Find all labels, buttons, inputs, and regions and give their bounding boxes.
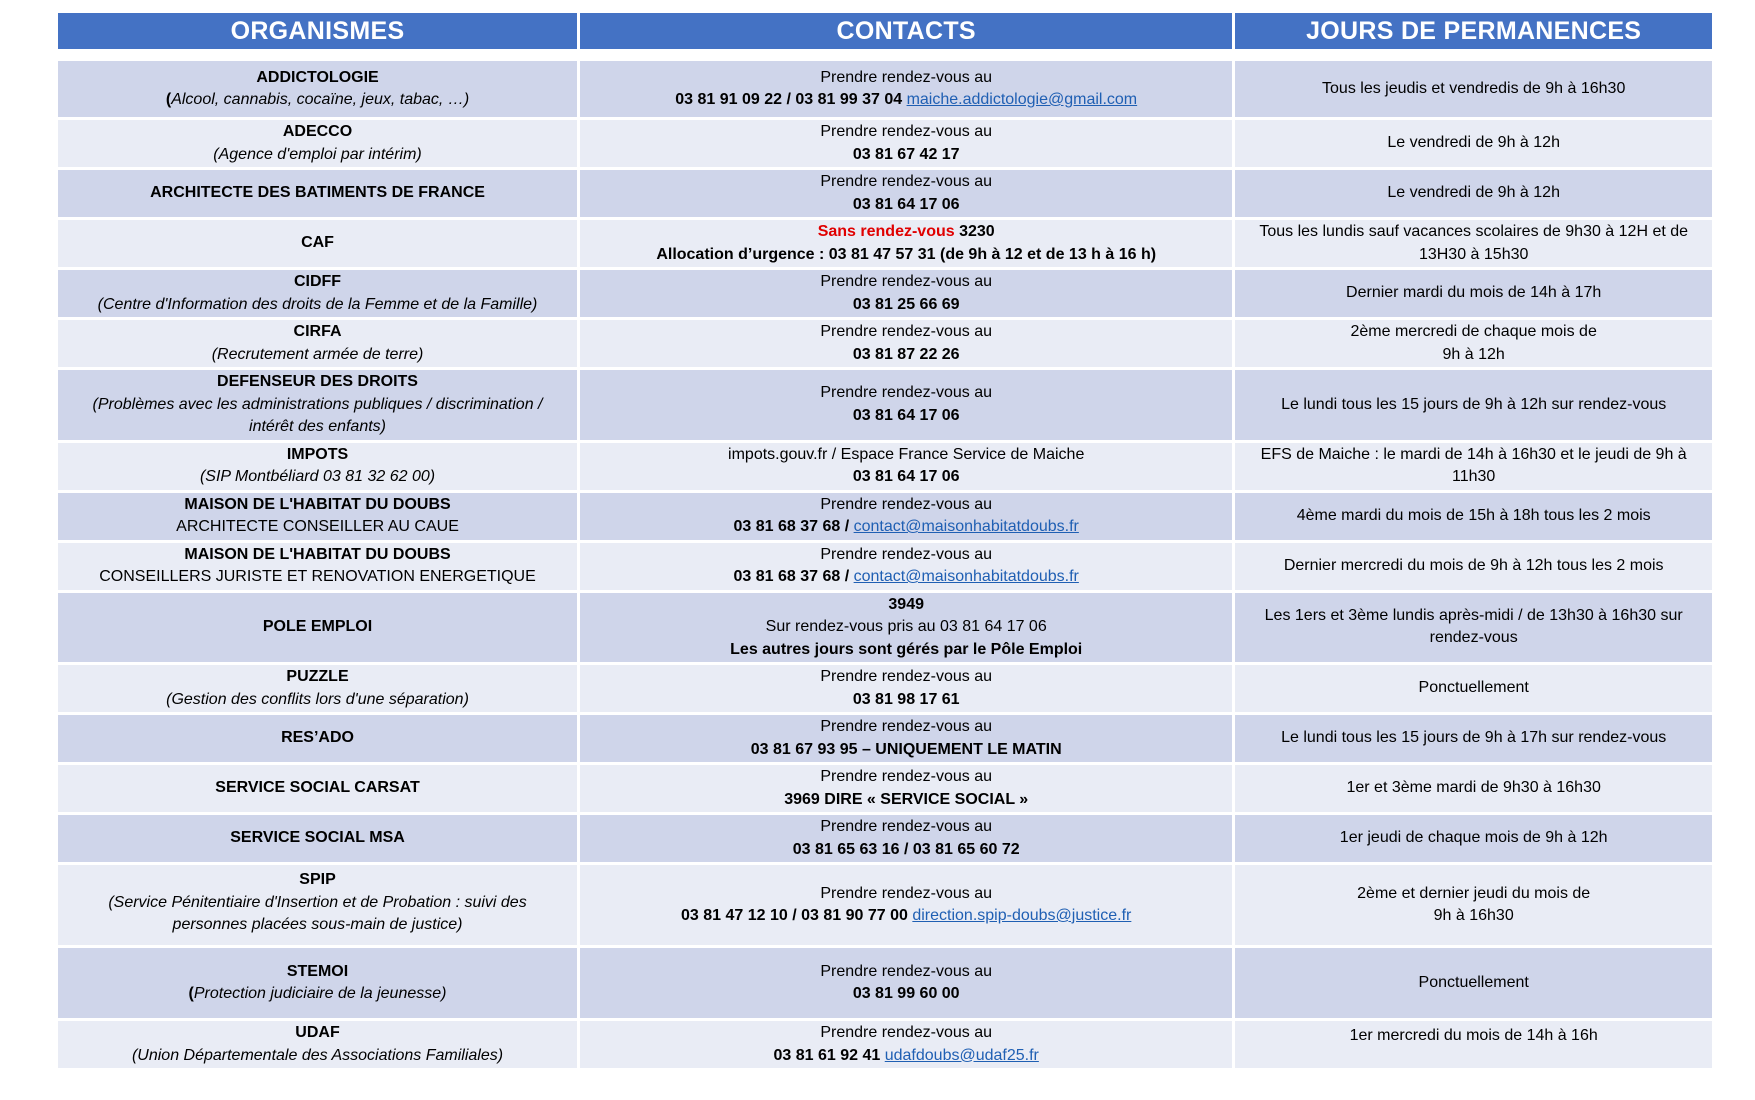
jours-cell: Tous les jeudis et vendredis de 9h à 16h30: [1235, 61, 1712, 117]
table-row: [58, 320, 1712, 367]
contact-instruction: Sans rendez-vous 3230: [817, 223, 995, 240]
jours-cell: Le lundi tous les 15 jours de 9h à 17h sur rendez-vous: [1235, 715, 1712, 762]
organisme-name: CIRFA: [293, 323, 342, 340]
table-row: [58, 948, 1712, 1018]
contact-instruction: Prendre rendez-vous au: [820, 818, 993, 835]
organisme-name: MAISON DE L'HABITAT DU DOUBS: [184, 545, 451, 563]
contact-instruction: Prendre rendez-vous au: [820, 718, 993, 735]
contact-phone: 03 81 98 17 61: [852, 690, 960, 708]
organisme-name: RES’ADO: [281, 729, 354, 747]
organisme-name: ADDICTOLOGIE: [256, 68, 379, 86]
header-organismes: ORGANISMES: [58, 13, 577, 49]
permanences-table: [55, 10, 1715, 1071]
organisme-cell: DEFENSEUR DES DROITS (Problèmes avec les administrations publiques / discrimination / intérêt des enfants): [58, 370, 577, 440]
table-row: [58, 220, 1712, 267]
contact-phone: 03 81 47 12 10 / 03 81 90 77 00: [681, 907, 913, 924]
organisme-name: PUZZLE: [286, 668, 349, 685]
contact-instruction: Prendre rendez-vous au: [820, 495, 993, 513]
organisme-cell: [58, 765, 577, 812]
organisme-name: ADECCO: [282, 123, 353, 140]
jours-cell: 4ème mardi du mois de 15h à 18h tous les 2 mois: [1235, 493, 1712, 540]
jours-cell: Tous les lundis sauf vacances scolaires de 9h30 à 12H et de 13H30 à 15h30: [1235, 220, 1712, 267]
contact-email-link[interactable]: contact@maisonhabitatdoubs.fr: [853, 568, 1079, 585]
contact-cell: [580, 948, 1232, 1018]
organisme-name: MAISON DE L'HABITAT DU DOUBS: [184, 495, 451, 513]
contact-instruction: Prendre rendez-vous au: [820, 884, 993, 902]
organisme-description: (Alcool, cannabis, cocaïne, jeux, tabac, …): [165, 91, 470, 108]
contact-cell: [580, 320, 1232, 367]
organisme-name: ARCHITECTE DES BATIMENTS DE FRANCE: [150, 184, 485, 202]
contact-email-link[interactable]: direction.spip-doubs@justice.fr: [912, 907, 1132, 924]
organisme-description: (Gestion des conflits lors d'une séparation): [166, 690, 469, 708]
organisme-cell: [58, 320, 577, 367]
contact-instruction: Prendre rendez-vous au: [820, 384, 993, 402]
table-row: [58, 493, 1712, 540]
table-row: [58, 865, 1712, 945]
organisme-name: UDAF: [295, 1024, 340, 1041]
contact-instruction: Prendre rendez-vous au: [820, 768, 993, 785]
contact-instruction: Prendre rendez-vous au: [820, 962, 993, 980]
contact-phone: 03 81 67 42 17: [852, 145, 960, 163]
contact-email-link[interactable]: maiche.addictologie@gmail.com: [906, 91, 1138, 108]
permanences-document: [58, 10, 1712, 1071]
contact-phone: 03 81 64 17 06: [852, 406, 960, 424]
header-contacts: CONTACTS: [580, 13, 1232, 49]
organisme-name: DEFENSEUR DES DROITS: [217, 373, 418, 390]
organisme-cell: [58, 493, 577, 540]
contact-phone: Allocation d’urgence : 03 81 47 57 31 (de 9h à 12 et de 13 h à 16 h): [656, 245, 1157, 263]
table-row: [58, 715, 1712, 762]
jours-cell: 2ème et dernier jeudi du mois de 9h à 16h30: [1235, 865, 1712, 945]
jours-cell: Dernier mardi du mois de 14h à 17h: [1235, 270, 1712, 317]
table-row: [58, 270, 1712, 317]
contact-phone: 3969 DIRE « SERVICE SOCIAL »: [784, 790, 1029, 808]
organisme-description: (Recrutement armée de terre): [211, 345, 424, 363]
organisme-cell: [58, 270, 577, 317]
jours-cell: 2ème mercredi de chaque mois de 9h à 12h: [1235, 320, 1712, 367]
organisme-name: CAF: [301, 234, 334, 252]
contact-instruction: Prendre rendez-vous au: [820, 323, 993, 340]
contact-cell: [580, 120, 1232, 167]
organisme-name: SPIP: [299, 871, 336, 888]
organisme-cell: [58, 593, 577, 663]
contact-phone: 03 81 64 17 06: [852, 468, 960, 485]
contact-cell: [580, 1021, 1232, 1068]
contact-cell: [580, 443, 1232, 490]
contact-instruction: Sur rendez-vous pris au 03 81 64 17 06: [765, 618, 1047, 635]
table-row: [58, 170, 1712, 217]
table-row: [58, 370, 1712, 440]
jours-cell: Le vendredi de 9h à 12h: [1235, 170, 1712, 217]
table-row: [58, 543, 1712, 590]
organisme-cell: [58, 665, 577, 712]
organisme-cell: [58, 120, 577, 167]
contact-instruction: impots.gouv.fr / Espace France Service de Maiche: [728, 445, 1085, 463]
contact-instruction: Prendre rendez-vous au: [820, 68, 993, 86]
table-row: [58, 443, 1712, 490]
contact-cell: [580, 370, 1232, 440]
organisme-cell: [58, 443, 577, 490]
contact-cell: [580, 493, 1232, 540]
organisme-name: IMPOTS: [286, 445, 349, 463]
contact-cell: [580, 270, 1232, 317]
contact-phone-main: 3949: [888, 595, 924, 613]
table-row: [58, 665, 1712, 712]
organisme-name: CIDFF: [293, 273, 342, 290]
contact-cell: [580, 715, 1232, 762]
jours-cell: Le lundi tous les 15 jours de 9h à 12h sur rendez-vous: [1235, 370, 1712, 440]
contact-instruction: Prendre rendez-vous au: [820, 545, 993, 563]
table-row: [58, 593, 1712, 663]
jours-cell: Dernier mercredi du mois de 9h à 12h tous les 2 mois: [1235, 543, 1712, 590]
jours-cell: EFS de Maiche : le mardi de 14h à 16h30 et le jeudi de 9h à 11h30: [1235, 443, 1712, 490]
jours-cell: Le vendredi de 9h à 12h: [1235, 120, 1712, 167]
jours-cell: Les 1ers et 3ème lundis après-midi / de 13h30 à 16h30 sur rendez-vous: [1235, 593, 1712, 663]
organisme-cell: [58, 543, 577, 590]
jours-cell: Ponctuellement: [1235, 665, 1712, 712]
contact-email-link[interactable]: contact@maisonhabitatdoubs.fr: [853, 518, 1079, 535]
organisme-cell: SPIP (Service Pénitentiaire d'Insertion et de Probation : suivi des personnes placées sous-main de justice): [58, 865, 577, 945]
contact-phone: 03 81 68 37 68 /: [733, 518, 854, 535]
contact-instruction: Prendre rendez-vous au: [820, 273, 993, 290]
contact-instruction: Prendre rendez-vous au: [820, 173, 993, 190]
jours-cell: 1er mercredi du mois de 14h à 16h: [1235, 1021, 1712, 1068]
table-row: [58, 815, 1712, 862]
organisme-description: (Service Pénitentiaire d'Insertion et de Probation : suivi des: [108, 893, 527, 911]
organisme-cell: [58, 948, 577, 1018]
contact-cell: [580, 593, 1232, 663]
organisme-cell: [58, 220, 577, 267]
organisme-description: CONSEILLERS JURISTE ET RENOVATION ENERGETIQUE: [99, 568, 536, 585]
contact-phone: 03 81 64 17 06: [852, 195, 960, 213]
contact-phone: 03 81 67 93 95 – UNIQUEMENT LE MATIN: [750, 740, 1062, 758]
jours-cell: 1er jeudi de chaque mois de 9h à 12h: [1235, 815, 1712, 862]
contact-cell: [580, 815, 1232, 862]
contact-phone: 03 81 61 92 41: [773, 1046, 885, 1064]
table-row: [58, 765, 1712, 812]
organisme-cell: [58, 170, 577, 217]
table-header-row: [58, 13, 1712, 49]
organisme-description: (Protection judiciaire de la jeunesse): [188, 985, 447, 1002]
organisme-cell: [58, 1021, 577, 1068]
contact-cell: [580, 220, 1232, 267]
contact-cell: [580, 543, 1232, 590]
contact-cell: [580, 61, 1232, 117]
organisme-name: SERVICE SOCIAL CARSAT: [215, 779, 420, 797]
jours-cell: 1er et 3ème mardi de 9h30 à 16h30: [1235, 765, 1712, 812]
contact-phone: 03 81 99 60 00: [852, 985, 960, 1002]
table-row: [58, 61, 1712, 117]
header-spacer: [58, 52, 1712, 58]
contact-phone: 03 81 68 37 68 /: [733, 568, 854, 585]
organisme-description: (Agence d'emploi par intérim): [213, 145, 422, 163]
contact-cell: [580, 765, 1232, 812]
contact-email-link[interactable]: udafdoubs@udaf25.fr: [884, 1046, 1039, 1064]
contact-instruction: Prendre rendez-vous au: [820, 668, 993, 685]
table-row: [58, 1021, 1712, 1068]
organisme-name: STEMOI: [286, 962, 349, 980]
organisme-description: (Problèmes avec les administrations publiques / discrimination /: [92, 395, 543, 413]
organisme-cell: [58, 715, 577, 762]
organisme-description: (Centre d'Information des droits de la Femme et de la Famille): [97, 295, 538, 313]
organisme-name: POLE EMPLOI: [262, 618, 373, 635]
organisme-name: SERVICE SOCIAL MSA: [230, 829, 405, 847]
jours-cell: Ponctuellement: [1235, 948, 1712, 1018]
contact-phone: 03 81 25 66 69: [852, 295, 960, 313]
contact-cell: [580, 665, 1232, 712]
contact-note: Les autres jours sont gérés par le Pôle Emploi: [730, 640, 1083, 658]
table-row: [58, 120, 1712, 167]
organisme-cell: [58, 61, 577, 117]
organisme-description: ARCHITECTE CONSEILLER AU CAUE: [176, 518, 459, 535]
header-jours: JOURS DE PERMANENCES: [1235, 13, 1712, 49]
contact-phone: 03 81 91 09 22 / 03 81 99 37 04: [675, 91, 907, 108]
contact-instruction: Prendre rendez-vous au: [820, 123, 993, 140]
contact-instruction: Prendre rendez-vous au: [820, 1024, 993, 1041]
organisme-description: (SIP Montbéliard 03 81 32 62 00): [199, 468, 436, 485]
contact-phone: 03 81 65 63 16 / 03 81 65 60 72: [792, 840, 1020, 858]
contact-cell: [580, 170, 1232, 217]
contact-cell: [580, 865, 1232, 945]
organisme-description: (Union Départementale des Associations Familiales): [131, 1046, 504, 1064]
contact-phone: 03 81 87 22 26: [852, 345, 960, 363]
organisme-cell: [58, 815, 577, 862]
